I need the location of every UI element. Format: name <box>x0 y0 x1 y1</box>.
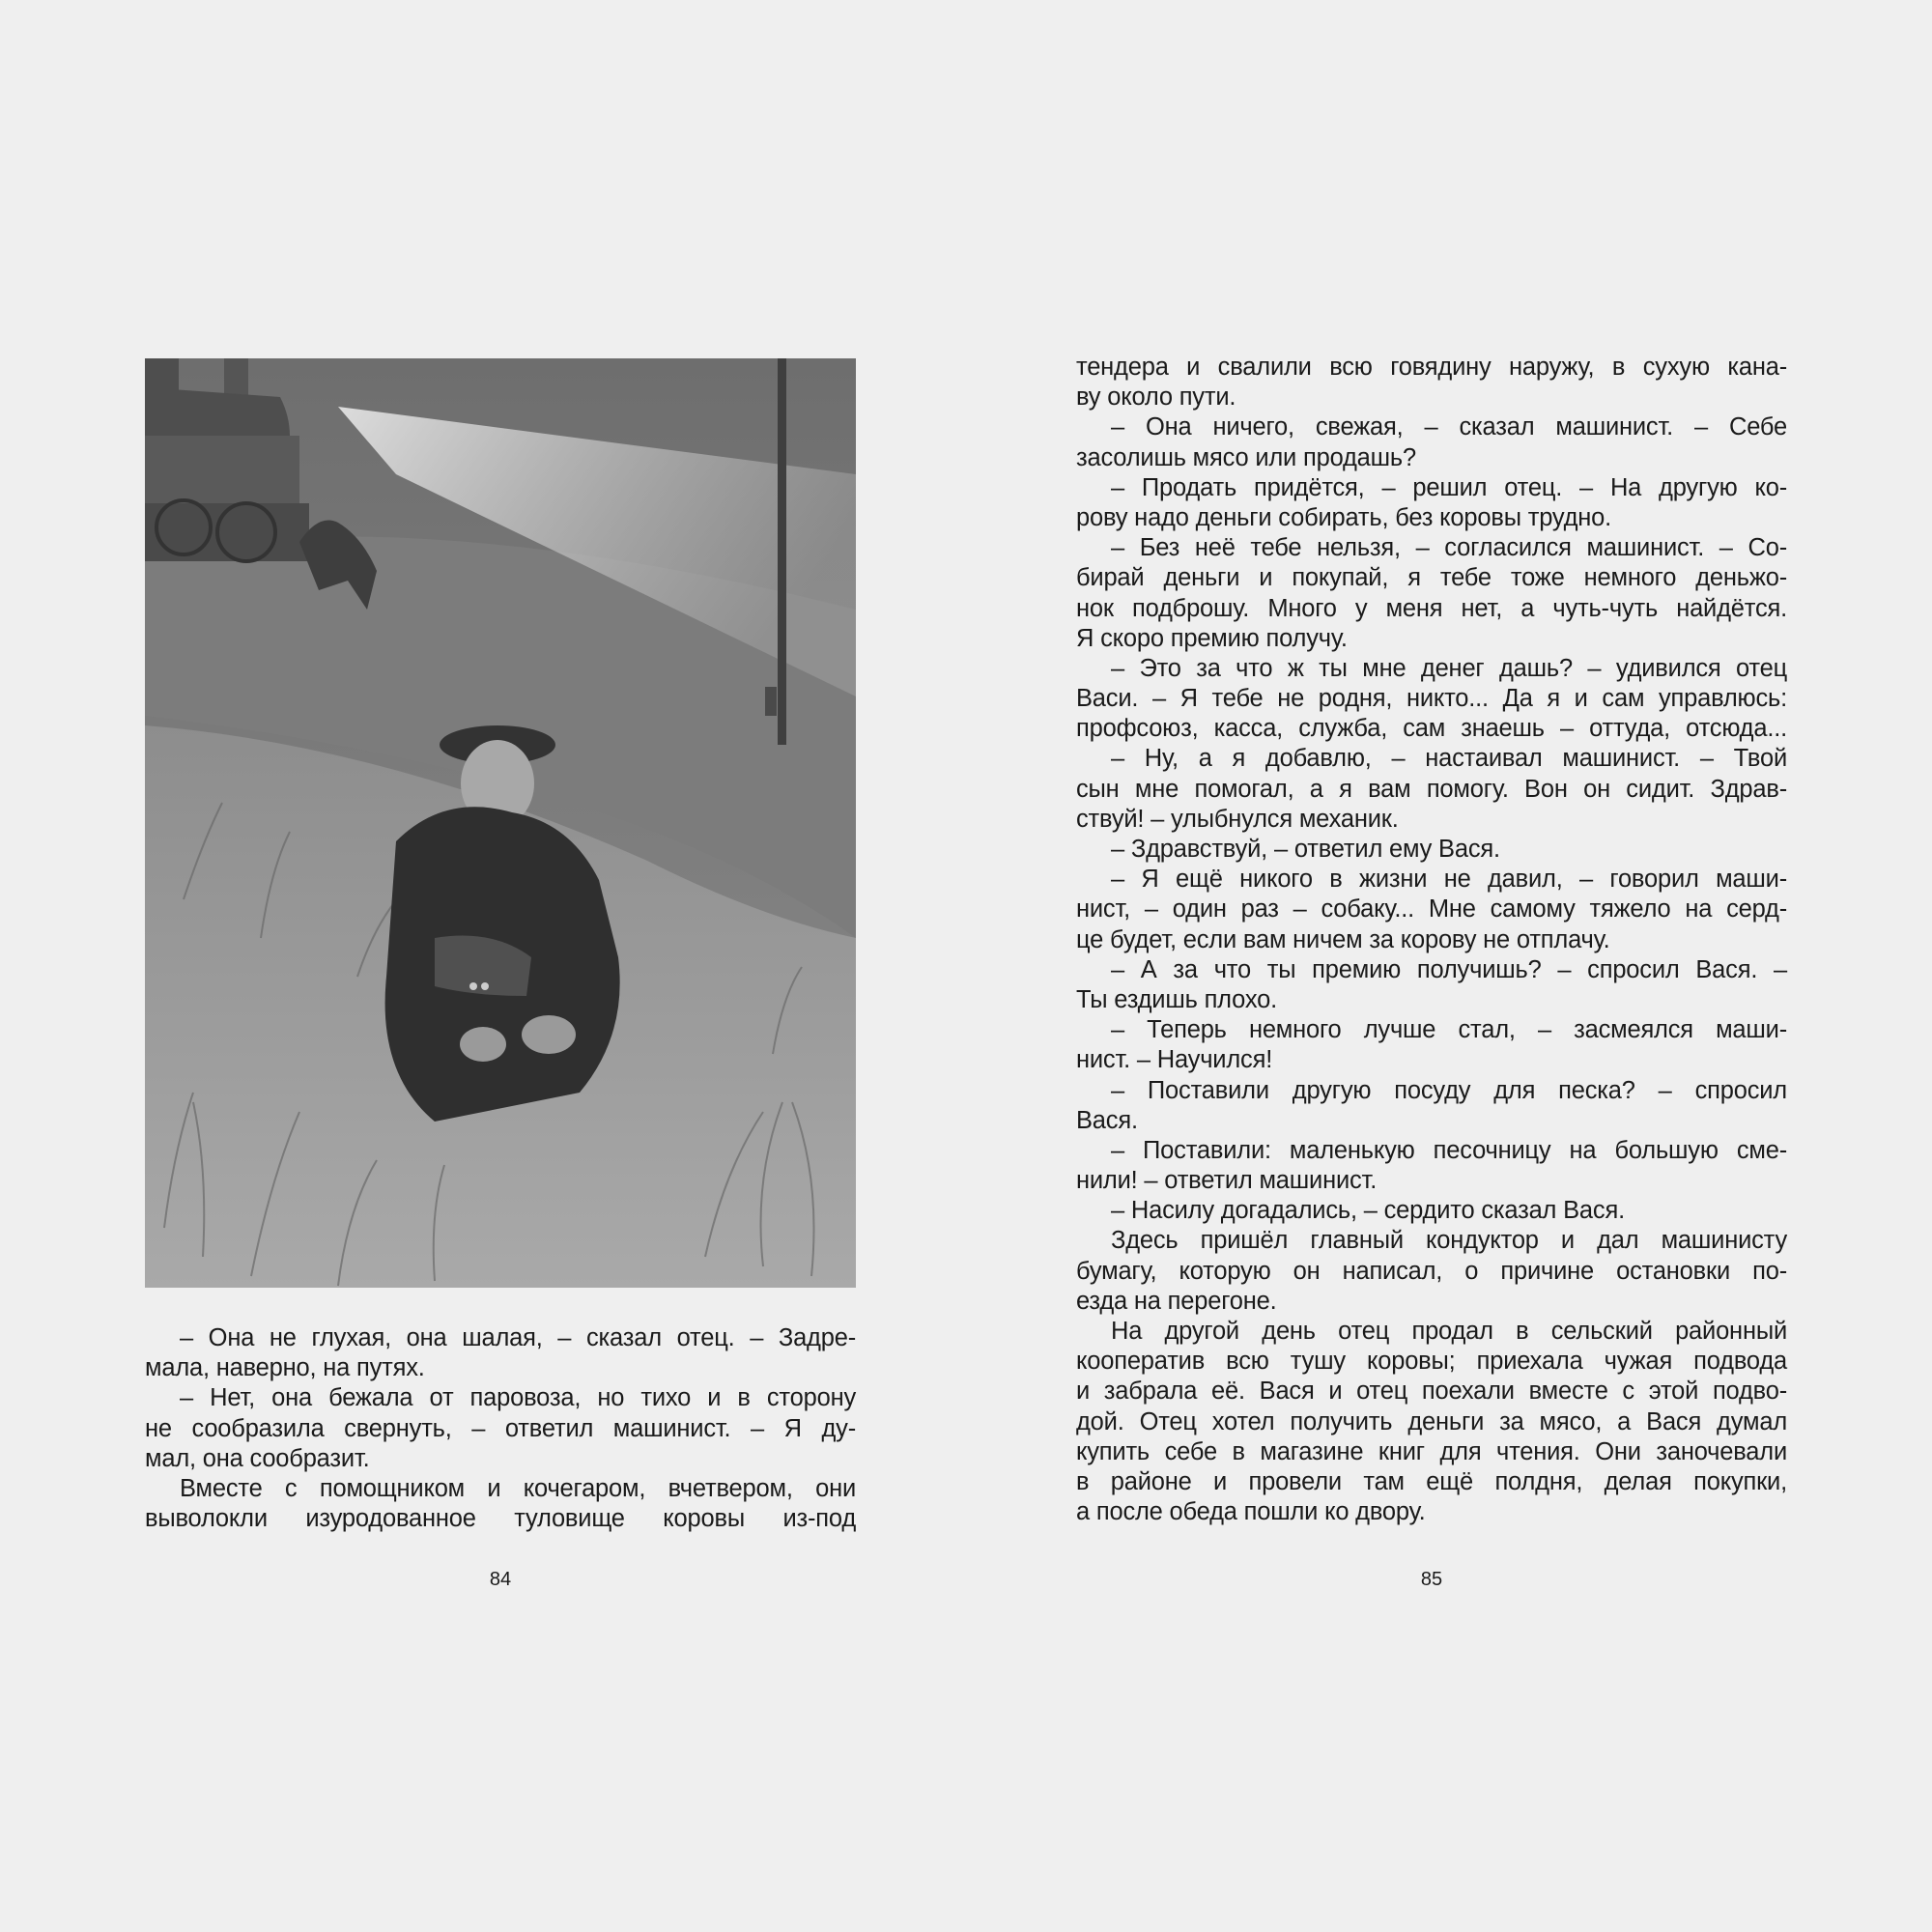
text-line: в районе и провели там ещё полдня, делая покупки, <box>1076 1467 1787 1495</box>
text-line: – Я ещё никого в жизни не давил, – говорил маши- <box>1111 866 1787 894</box>
text-line: – А за что ты премию получишь? – спросил Вася. – <box>1111 955 1787 983</box>
page-number-right: 85 <box>1420 1569 1443 1590</box>
text-line: – Теперь немного лучше стал, – засмеялся маши- <box>1111 1016 1787 1044</box>
text-line: нист. – Научился! <box>1076 1046 1273 1074</box>
text-line: дой. Отец хотел получить деньги за мясо, а Вася думал <box>1076 1407 1787 1435</box>
text-line: кооператив всю тушу коровы; приехала чужая подвода <box>1076 1348 1787 1376</box>
text-line: бирай деньги и покупай, я тебе тоже немного деньжо- <box>1076 564 1787 592</box>
illustration-boy-in-grass <box>145 358 856 1288</box>
text-line: нок подброшу. Много у меня нет, а чуть-чуть найдётся. <box>1076 594 1787 622</box>
right-page-text <box>1076 353 1787 1527</box>
text-line: ствуй! – улыбнулся механик. <box>1076 805 1399 833</box>
text-line: засолишь мясо или продашь? <box>1076 443 1416 471</box>
text-line: – Она ничего, свежая, – сказал машинист. – Себе <box>1111 413 1787 441</box>
text-line: ву около пути. <box>1076 384 1236 412</box>
text-line: бумагу, которую он написал, о причине остановки по- <box>1076 1257 1787 1285</box>
text-line: рову надо деньги собирать, без коровы трудно. <box>1076 503 1612 531</box>
text-line: Вместе с помощником и кочегаром, вчетвером, они <box>180 1474 856 1502</box>
text-line: – Нет, она бежала от паровоза, но тихо и в сторону <box>180 1384 856 1412</box>
text-line: – Продать придётся, – решил отец. – На другую ко- <box>1111 473 1787 501</box>
text-line: Я скоро премию получу. <box>1076 624 1348 652</box>
text-line: – Без неё тебе нельзя, – согласился машинист. – Со- <box>1111 534 1787 562</box>
text-line: выволокли изуродованное туловище коровы из-под <box>145 1505 856 1533</box>
text-line: – Поставили: маленькую песочницу на большую сме- <box>1111 1136 1787 1164</box>
text-line: На другой день отец продал в сельский районный <box>1111 1318 1787 1345</box>
text-line: и забрала её. Вася и отец поехали вместе с этой подво- <box>1076 1378 1787 1406</box>
text-line: – Насилу догадались, – сердито сказал Вася. <box>1111 1197 1625 1225</box>
text-line: Здесь пришёл главный кондуктор и дал машинисту <box>1111 1227 1787 1255</box>
text-line: нили! – ответил машинист. <box>1076 1167 1378 1195</box>
text-line: профсоюз, касса, служба, сам знаешь – оттуда, отсюда... <box>1076 715 1787 743</box>
left-page-text <box>145 1323 856 1534</box>
text-line: нист, – один раз – собаку... Мне самому тяжело на серд- <box>1076 895 1787 923</box>
text-line: не сообразила свернуть, – ответил машинист. – Я ду- <box>145 1414 856 1442</box>
text-line: Вася. <box>1076 1106 1138 1134</box>
page-number-left: 84 <box>489 1569 512 1590</box>
text-line: – Она не глухая, она шалая, – сказал отец. – Задре- <box>180 1324 856 1351</box>
text-line: сын мне помогал, а я вам помогу. Вон он сидит. Здрав- <box>1076 775 1787 803</box>
text-line: купить себе в магазине книг для чтения. Они заночевали <box>1076 1437 1787 1465</box>
text-line: а после обеда пошли ко двору. <box>1076 1498 1426 1526</box>
text-line: езда на перегоне. <box>1076 1287 1277 1315</box>
text-line: Васи. – Я тебе не родня, никто... Да я и сам управлюсь: <box>1076 685 1787 713</box>
illustration-art <box>145 358 856 1288</box>
text-line: це будет, если вам ничем за корову не отплачу. <box>1076 925 1610 953</box>
text-line: тендера и свалили всю говядину наружу, в сухую кана- <box>1076 354 1787 381</box>
text-line: – Поставили другую посуду для песка? – спросил <box>1111 1076 1787 1104</box>
text-line: мал, она сообразит. <box>145 1444 370 1472</box>
text-line: – Это за что ж ты мне денег дашь? – удивился отец <box>1111 654 1787 682</box>
text-line: – Здравствуй, – ответил ему Вася. <box>1111 836 1500 863</box>
text-line: Ты ездишь плохо. <box>1076 985 1277 1013</box>
text-line: мала, наверно, на путях. <box>145 1354 425 1382</box>
text-line: – Ну, а я добавлю, – настаивал машинист. – Твой <box>1111 745 1787 773</box>
